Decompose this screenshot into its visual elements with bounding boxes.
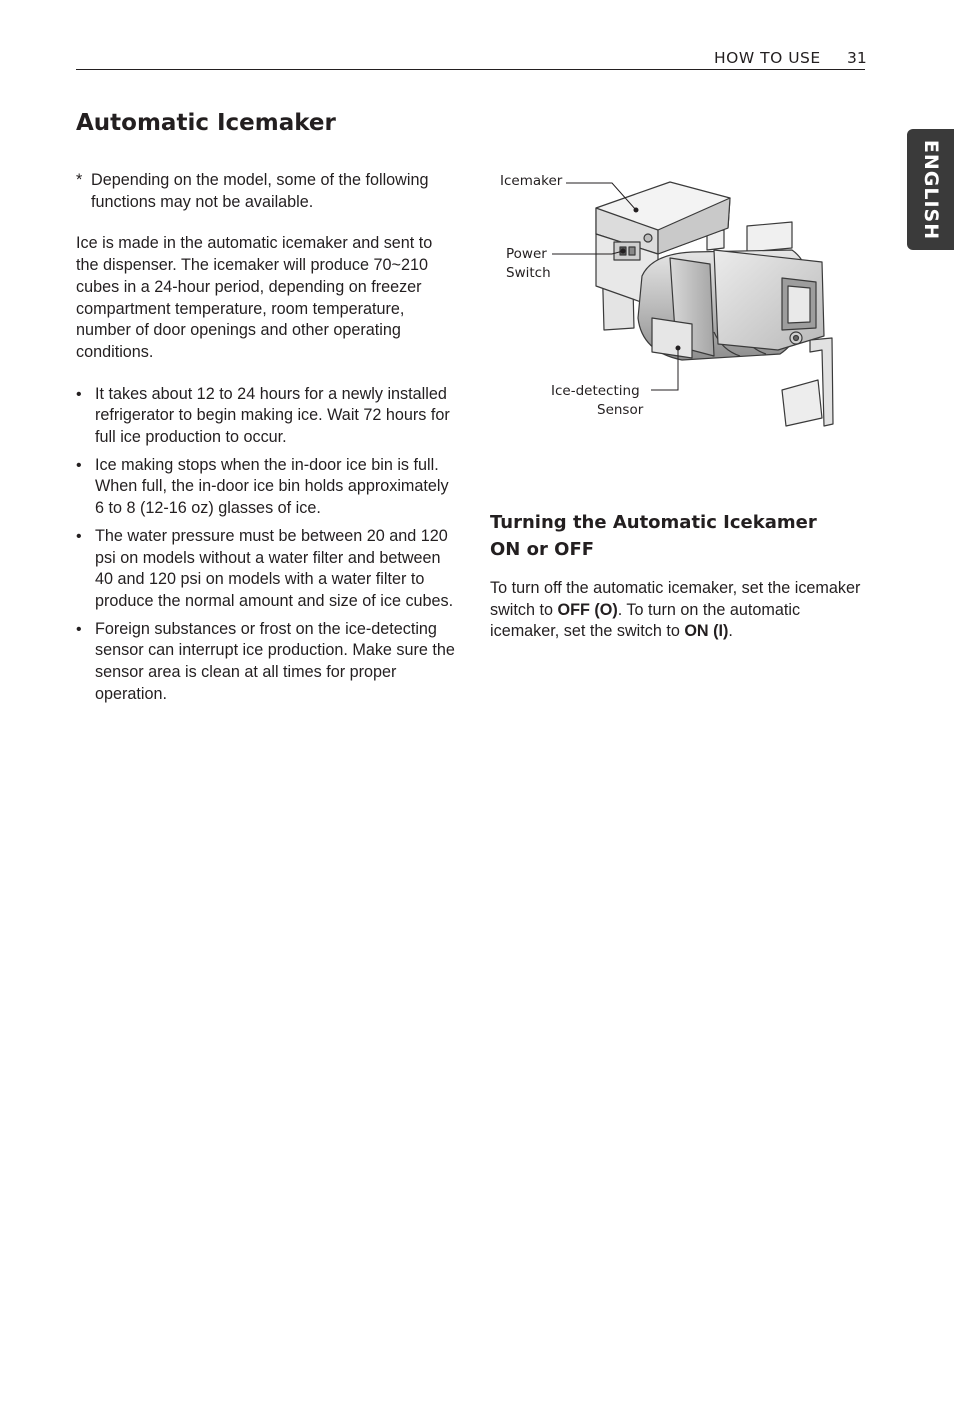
label-sensor-line1: Ice-detecting (551, 383, 640, 399)
bullet-text: The water pressure must be between 20 and 120 psi on models without a water filter and between 40 and 120 psi on models with a water filter to produce the normal amount and size of ice cubes. (95, 526, 454, 610)
label-power-line1: Power (506, 246, 547, 262)
switch-instructions (490, 578, 862, 643)
label-icemaker: Icemaker (500, 173, 563, 189)
bullet-text: Foreign substances or frost on the ice-detecting sensor can interrupt ice production. Make sure the sensor area is clean at all times for proper operation. (95, 619, 455, 703)
instructions-text-b: . To turn on the automatic icemaker, set the switch to (490, 600, 801, 641)
instructions-text-c: . (728, 622, 733, 641)
list-item (76, 455, 456, 520)
icemaker-illustration (492, 168, 852, 430)
page-title: Automatic Icemaker (76, 110, 336, 136)
instructions-text-a: To turn off the automatic icemaker, set the icemaker switch to (490, 579, 861, 619)
note-text: Depending on the model, some of the following functions may not be available. (91, 171, 429, 211)
section-title-line2: ON or OFF (490, 539, 595, 560)
bullet-icon: • (76, 527, 82, 545)
bullet-icon: • (76, 385, 82, 403)
section-title (490, 509, 860, 563)
bullet-text: It takes about 12 to 24 hours for a newly installed refrigerator to begin making ice. Wait 72 hours for full ice production to occur. (95, 384, 450, 447)
label-sensor-line2: Sensor (597, 402, 644, 418)
availability-note (76, 170, 456, 213)
label-power-line2: Switch (506, 265, 551, 281)
bullet-icon: • (76, 456, 82, 474)
intro-paragraph: Ice is made in the automatic icemaker and sent to the dispenser. The icemaker will produce 70~210 cubes in a 24-hour period, depending on freezer compartment temperature, room temperature, number of door openings and other operating conditions. (76, 234, 433, 361)
list-item (76, 526, 456, 613)
language-tab (907, 129, 954, 250)
language-tab-label: ENGLISH (919, 139, 942, 240)
left-column (76, 170, 456, 711)
header-section-title: HOW TO USE (714, 49, 821, 67)
header-rule (76, 69, 865, 70)
icemaker-diagram (492, 168, 852, 430)
on-label: ON (I) (684, 622, 729, 641)
list-item (76, 619, 456, 706)
bullet-icon: • (76, 620, 82, 638)
page-number: 31 (847, 49, 867, 67)
section-title-line1: Turning the Automatic Icekamer (490, 512, 817, 533)
list-item (76, 384, 456, 449)
bullet-text: Ice making stops when the in-door ice bin is full. When full, the in-door ice bin holds approximately 6 to 8 (12-16 oz) glasses of ice. (95, 455, 449, 518)
note-marker: * (76, 171, 83, 189)
off-label: OFF (O) (557, 600, 618, 619)
info-bullet-list (76, 384, 456, 706)
